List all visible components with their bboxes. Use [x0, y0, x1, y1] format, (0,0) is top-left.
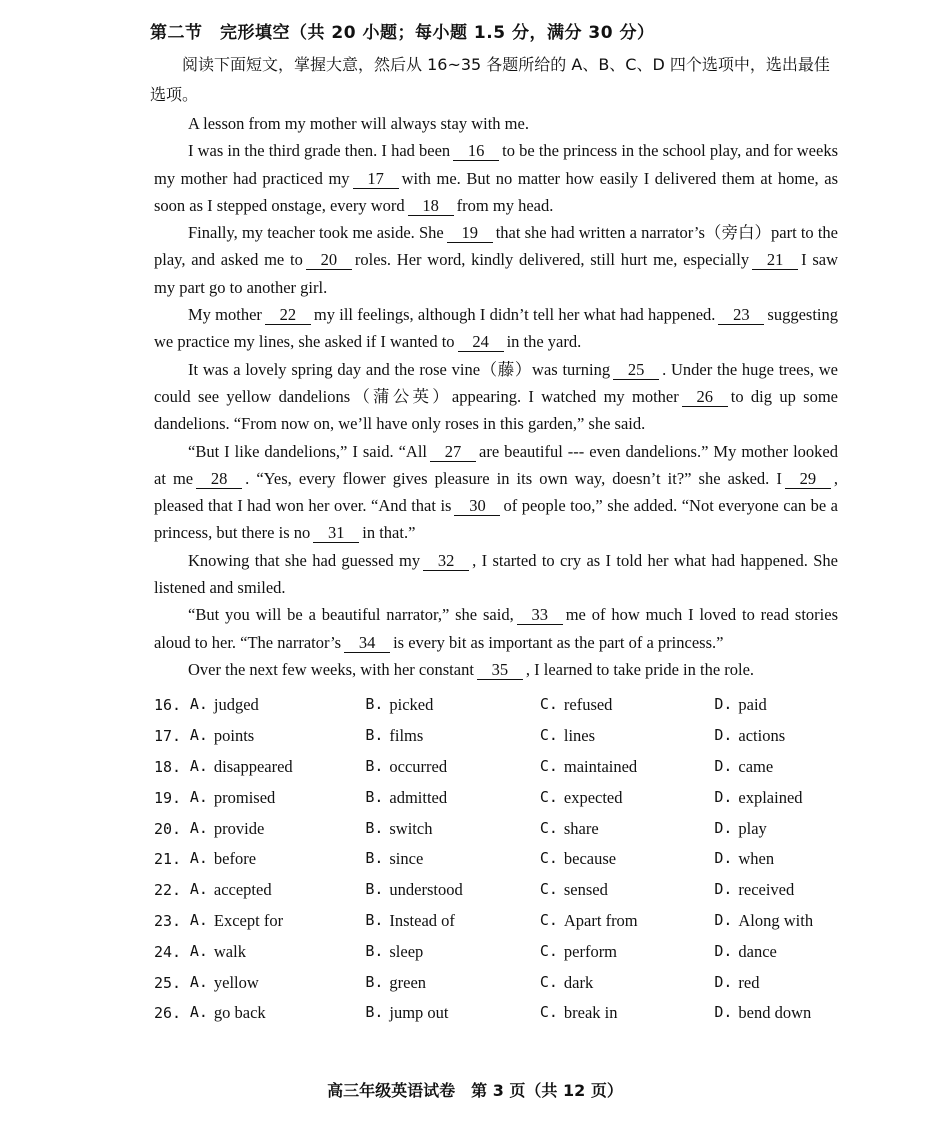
option-b: [365, 695, 540, 715]
option-letter: D.: [714, 787, 733, 806]
option-text: points: [213, 726, 255, 746]
option-text: red: [738, 972, 760, 992]
option-c: [540, 726, 715, 746]
option-c: [540, 757, 715, 777]
blank-33: 33: [517, 606, 563, 625]
option-letter: C.: [539, 880, 558, 899]
option-text: sleep: [389, 941, 424, 961]
option-text: maintained: [563, 756, 638, 776]
question-number: 20.: [154, 819, 182, 838]
question-number: 25.: [154, 973, 182, 992]
option-a: [190, 1003, 365, 1023]
passage-text: is every bit as important as the part of a princess.”: [393, 632, 724, 652]
option-d: [714, 788, 844, 808]
passage-paragraph: [154, 219, 838, 301]
passage-text: from my head.: [456, 195, 554, 215]
option-a: [190, 849, 365, 869]
passage-text: “But you will be a beautiful narrator,” she said,: [188, 605, 514, 625]
option-d: [714, 911, 844, 931]
blank-29: 29: [785, 470, 831, 489]
option-text: bend down: [738, 1003, 812, 1023]
option-b: [365, 726, 540, 746]
option-text: dance: [738, 941, 777, 961]
passage-paragraph: [154, 301, 838, 356]
passage-text: are beautiful --- even dandelions.” My mother looked at me: [154, 441, 838, 488]
cloze-passage: [154, 110, 838, 683]
option-letter: A.: [189, 972, 208, 991]
option-text: accepted: [213, 880, 272, 900]
option-text: dark: [563, 972, 594, 992]
blank-18: 18: [408, 197, 454, 216]
option-letter: A.: [189, 941, 208, 960]
option-b: [365, 849, 540, 869]
question-row: [154, 844, 844, 875]
passage-paragraph: [154, 137, 838, 219]
option-text: promised: [213, 787, 276, 807]
option-text: explained: [738, 787, 803, 807]
passage-text: Knowing that she had guessed my: [188, 550, 421, 570]
option-a: [190, 880, 365, 900]
option-letter: D.: [714, 818, 733, 837]
option-letter: B.: [365, 756, 384, 775]
blank-31: 31: [313, 524, 359, 543]
option-letter: D.: [714, 910, 733, 929]
blank-28: 28: [196, 470, 242, 489]
instructions: 阅读下面短文，掌握大意，然后从 16~35 各题所给的 A、B、C、D 四个选项中，选出最佳选项。: [150, 55, 830, 104]
passage-text: me of how much I loved to read stories aloud to her. “The narrator’s: [154, 605, 839, 652]
option-b: [365, 788, 540, 808]
option-letter: D.: [714, 756, 733, 775]
option-letter: D.: [714, 726, 733, 745]
option-d: [714, 819, 844, 839]
passage-paragraph: [154, 547, 838, 602]
option-a: [190, 726, 365, 746]
passage-text: to be the princess in the school play, and for weeks my mother had practiced my: [154, 141, 838, 188]
passage-text: suggesting we practice my lines, she asked if I wanted to: [154, 305, 838, 352]
question-row: [154, 752, 844, 783]
option-b: [365, 880, 540, 900]
section-heading: 第二节 完形填空（共 20 小题；每小题 1.5 分，满分 30 分）: [150, 23, 655, 43]
option-text: lines: [563, 726, 596, 746]
option-text: picked: [389, 695, 434, 715]
option-text: go back: [213, 1003, 266, 1023]
option-letter: A.: [189, 880, 208, 899]
blank-20: 20: [306, 251, 352, 270]
option-text: provide: [213, 818, 265, 838]
passage-paragraph: [154, 656, 838, 683]
passage-paragraph: [154, 438, 838, 547]
passage-text: “But I like dandelions,” I said. “All: [188, 441, 427, 461]
option-text: Instead of: [389, 910, 455, 930]
option-text: understood: [389, 880, 463, 900]
option-letter: A.: [189, 756, 208, 775]
option-d: [714, 849, 844, 869]
option-letter: A.: [189, 849, 208, 868]
option-letter: C.: [539, 726, 558, 745]
passage-paragraph: [154, 356, 838, 438]
question-row: [154, 875, 844, 906]
passage-title-line: A lesson from my mother will always stay with me.: [188, 114, 529, 133]
option-text: occurred: [389, 756, 448, 776]
question-row: [154, 967, 844, 998]
option-d: [714, 757, 844, 777]
option-text: admitted: [389, 787, 448, 807]
option-text: films: [389, 726, 424, 746]
question-row: [154, 936, 844, 967]
passage-text: Over the next few weeks, with her constant: [188, 659, 474, 679]
option-text: paid: [738, 695, 767, 715]
passage-text: to dig up some dandelions. “From now on, we’ll have only roses in this garden,” she said.: [154, 386, 838, 434]
option-d: [714, 942, 844, 962]
blank-17: 17: [353, 170, 399, 189]
option-text: when: [738, 849, 775, 869]
answer-options: [154, 690, 844, 1029]
option-text: sensed: [563, 880, 608, 900]
option-letter: D.: [714, 972, 733, 991]
option-a: [190, 819, 365, 839]
option-b: [365, 942, 540, 962]
question-number: 26.: [154, 1004, 182, 1023]
passage-text: . Under the huge trees, we could see yellow dandelions（蒲公英）appearing. I watched my mother: [154, 359, 838, 406]
option-text: walk: [213, 941, 246, 961]
option-text: judged: [213, 695, 259, 715]
option-b: [365, 973, 540, 993]
option-text: switch: [389, 818, 433, 838]
option-letter: C.: [539, 941, 558, 960]
passage-text: It was a lovely spring day and the rose vine（藤）was turning: [188, 359, 611, 379]
question-number: 18.: [154, 757, 182, 776]
option-text: green: [389, 972, 427, 992]
option-text: expected: [563, 787, 623, 807]
option-a: [190, 973, 365, 993]
option-a: [190, 695, 365, 715]
option-letter: C.: [539, 849, 558, 868]
option-letter: A.: [189, 910, 208, 929]
blank-23: 23: [718, 306, 764, 325]
option-d: [714, 1003, 844, 1023]
passage-text: my ill feelings, although I didn’t tell her what had happened.: [313, 305, 716, 325]
option-d: [714, 880, 844, 900]
option-text: since: [389, 849, 424, 869]
blank-34: 34: [344, 634, 390, 653]
option-text: yellow: [213, 972, 259, 992]
option-letter: B.: [365, 787, 384, 806]
blank-26: 26: [682, 388, 728, 407]
option-a: [190, 757, 365, 777]
option-b: [365, 757, 540, 777]
question-row: [154, 690, 844, 721]
passage-text: My mother: [188, 305, 262, 325]
passage-text: in that.”: [362, 523, 416, 543]
option-letter: D.: [714, 880, 733, 899]
option-d: [714, 726, 844, 746]
passage-text: , pleased that I had won her over. “And that is: [154, 468, 838, 516]
blank-32: 32: [423, 552, 469, 571]
option-letter: C.: [539, 787, 558, 806]
question-number: 24.: [154, 942, 182, 961]
passage-text: , I learned to take pride in the role.: [525, 659, 755, 679]
passage-text: , I started to cry as I told her what had happened. She listened and smiled.: [154, 550, 838, 598]
question-row: [154, 721, 844, 752]
option-letter: C.: [539, 910, 558, 929]
blank-27: 27: [430, 443, 476, 462]
question-number: 23.: [154, 911, 182, 930]
option-letter: A.: [189, 1003, 208, 1022]
option-d: [714, 695, 844, 715]
option-b: [365, 1003, 540, 1023]
option-a: [190, 942, 365, 962]
passage-text: roles. Her word, kindly delivered, still hurt me, especially: [354, 250, 750, 270]
blank-21: 21: [752, 251, 798, 270]
option-letter: B.: [365, 910, 384, 929]
option-letter: A.: [189, 787, 208, 806]
option-text: received: [738, 880, 795, 900]
option-c: [540, 849, 715, 869]
question-row: [154, 998, 844, 1029]
option-letter: B.: [365, 941, 384, 960]
option-c: [540, 942, 715, 962]
option-b: [365, 819, 540, 839]
option-letter: B.: [365, 849, 384, 868]
option-text: came: [738, 756, 774, 776]
passage-text: that she had written a narrator’s（旁白）part to the play, and asked me to: [154, 223, 838, 270]
option-text: share: [563, 818, 599, 838]
option-c: [540, 973, 715, 993]
passage-text: I saw my part go to another girl.: [154, 250, 838, 297]
option-c: [540, 788, 715, 808]
option-letter: B.: [365, 880, 384, 899]
question-number: 16.: [154, 696, 182, 715]
option-text: Apart from: [563, 910, 638, 930]
option-text: jump out: [389, 1003, 449, 1023]
option-text: before: [213, 849, 257, 869]
option-text: because: [563, 849, 617, 869]
option-letter: C.: [539, 972, 558, 991]
option-b: [365, 911, 540, 931]
question-number: 21.: [154, 850, 182, 869]
blank-16: 16: [453, 142, 499, 161]
option-letter: B.: [365, 818, 384, 837]
option-a: [190, 788, 365, 808]
question-number: 17.: [154, 727, 182, 746]
option-letter: C.: [539, 756, 558, 775]
passage-text: with me. But no matter how easily I delivered them at home, as soon as I stepped onstage, every word: [154, 168, 838, 215]
option-letter: A.: [189, 818, 208, 837]
option-c: [540, 819, 715, 839]
option-letter: C.: [539, 818, 558, 837]
blank-19: 19: [447, 224, 493, 243]
option-letter: D.: [714, 941, 733, 960]
question-number: 22.: [154, 881, 182, 900]
question-row: [154, 782, 844, 813]
option-letter: C.: [539, 1003, 558, 1022]
option-letter: A.: [189, 726, 208, 745]
option-c: [540, 911, 715, 931]
option-text: disappeared: [213, 756, 293, 776]
option-text: break in: [563, 1003, 618, 1023]
option-letter: B.: [365, 695, 384, 714]
question-row: [154, 813, 844, 844]
option-letter: B.: [365, 972, 384, 991]
option-c: [540, 1003, 715, 1023]
question-number: 19.: [154, 788, 182, 807]
option-d: [714, 973, 844, 993]
option-letter: B.: [365, 1003, 384, 1022]
blank-25: 25: [613, 361, 659, 380]
blank-30: 30: [454, 497, 500, 516]
passage-paragraph: [154, 601, 838, 656]
question-row: [154, 906, 844, 937]
option-letter: C.: [539, 695, 558, 714]
option-letter: B.: [365, 726, 384, 745]
passage-text: I was in the third grade then. I had been: [188, 141, 451, 161]
page-footer: 高三年级英语试卷 第 3 页（共 12 页）: [327, 1081, 623, 1100]
passage-text: of people too,” she added. “Not everyone can be a princess, but there is no: [154, 496, 838, 543]
blank-22: 22: [265, 306, 311, 325]
option-text: actions: [738, 726, 786, 746]
option-letter: D.: [714, 695, 733, 714]
blank-24: 24: [458, 333, 504, 352]
option-letter: A.: [189, 695, 208, 714]
option-c: [540, 695, 715, 715]
option-letter: D.: [714, 1003, 733, 1022]
option-c: [540, 880, 715, 900]
option-text: refused: [563, 695, 613, 715]
option-a: [190, 911, 365, 931]
option-text: Along with: [738, 910, 814, 930]
blank-35: 35: [477, 661, 523, 680]
passage-text: in the yard.: [506, 332, 582, 352]
option-text: perform: [563, 941, 618, 961]
passage-text: . “Yes, every flower gives pleasure in its own way, doesn’t it?” she asked. I: [245, 468, 782, 488]
option-text: Except for: [213, 910, 284, 930]
passage-text: Finally, my teacher took me aside. She: [188, 223, 444, 243]
option-letter: D.: [714, 849, 733, 868]
option-text: play: [738, 818, 767, 838]
